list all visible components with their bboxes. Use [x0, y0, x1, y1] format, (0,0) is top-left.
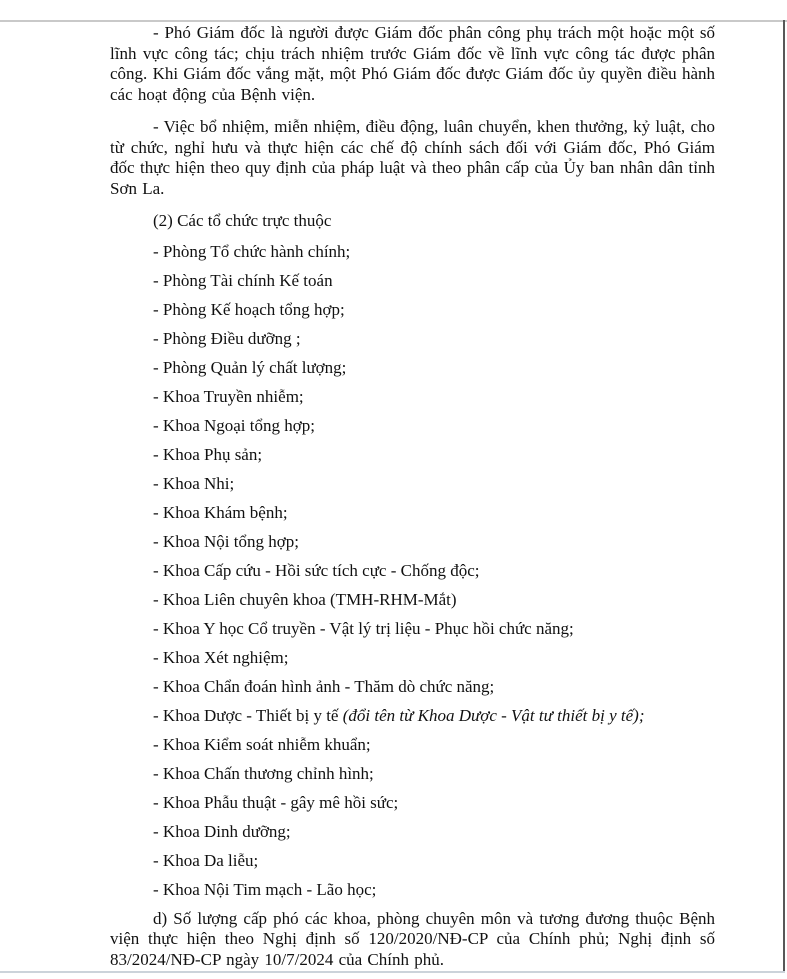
org-unit-item-phong-tai-chinh: - Phòng Tài chính Kế toán: [153, 270, 333, 290]
org-unit-item-khoa-noi-tim-mach: - Khoa Nội Tim mạch - Lão học;: [153, 879, 377, 899]
org-unit-item-khoa-da-lieu: - Khoa Da liễu;: [153, 850, 259, 870]
org-unit-khoa-duoc-rename-note: (đổi tên từ Khoa Dược - Vật tư thiết bị y tế);: [342, 705, 645, 725]
paragraph-deputy-count-regulation: d) Số lượng cấp phó các khoa, phòng chuyên môn và tương đương thuộc Bệnh viện thực hiện theo Nghị định số 120/2020/NĐ-CP của Chính phủ; Nghị định số 83/2024/NĐ-CP ngày 10/7/2024 của Chính phủ.: [110, 908, 715, 969]
org-unit-item-khoa-dinh-duong: - Khoa Dinh dưỡng;: [153, 821, 291, 841]
org-unit-item-khoa-xet-nghiem: - Khoa Xét nghiệm;: [153, 647, 289, 667]
org-unit-item-khoa-chan-doan-hinh-anh: - Khoa Chẩn đoán hình ảnh - Thăm dò chức năng;: [153, 676, 495, 696]
paragraph-appointment-policy: - Việc bổ nhiệm, miễn nhiệm, điều động, luân chuyển, khen thưởng, kỷ luật, cho từ chức, nghỉ hưu và thực hiện các chế độ chính sách đối với Giám đốc, Phó Giám đốc thực hiện theo quy định của pháp luật và theo phân cấp của Ủy ban nhân dân tỉnh Sơn La.: [110, 117, 715, 198]
org-unit-list: [110, 242, 715, 900]
section-heading-subordinate-units: (2) Các tổ chức trực thuộc: [153, 211, 332, 230]
org-unit-item-khoa-cap-cuu: - Khoa Cấp cứu - Hồi sức tích cực - Chống độc;: [153, 560, 480, 580]
org-unit-item-phong-to-chuc: - Phòng Tổ chức hành chính;: [153, 241, 351, 261]
org-unit-item-khoa-duoc: [153, 706, 715, 726]
org-unit-item-khoa-ngoai-tong-hop: - Khoa Ngoại tổng hợp;: [153, 415, 315, 435]
org-unit-item-khoa-truyen-nhiem: - Khoa Truyền nhiễm;: [153, 386, 304, 406]
org-unit-item-khoa-lien-chuyen-khoa: - Khoa Liên chuyên khoa (TMH-RHM-Mắt): [153, 589, 457, 609]
org-unit-item-khoa-nhi: - Khoa Nhi;: [153, 473, 235, 493]
org-unit-item-khoa-phu-san: - Khoa Phụ sản;: [153, 444, 263, 464]
org-unit-item-khoa-noi-tong-hop: - Khoa Nội tổng hợp;: [153, 531, 299, 551]
org-unit-item-khoa-y-hoc-co-truyen: - Khoa Y học Cổ truyền - Vật lý trị liệu - Phục hồi chức năng;: [153, 618, 574, 638]
org-unit-item-phong-dieu-duong: - Phòng Điều dưỡng ;: [153, 328, 301, 348]
page-bottom-border-line: [0, 971, 785, 973]
org-unit-item-khoa-kham-benh: - Khoa Khám bệnh;: [153, 502, 288, 522]
org-unit-item-phong-ke-hoach: - Phòng Kế hoạch tổng hợp;: [153, 299, 345, 319]
org-unit-item-khoa-phau-thuat: - Khoa Phẫu thuật - gây mê hồi sức;: [153, 792, 399, 812]
org-unit-item-phong-quan-ly-chat-luong: - Phòng Quản lý chất lượng;: [153, 357, 347, 377]
org-unit-khoa-duoc-label: - Khoa Dược - Thiết bị y tế: [153, 705, 343, 725]
org-unit-item-khoa-chan-thuong: - Khoa Chấn thương chỉnh hình;: [153, 763, 374, 783]
org-unit-item-khoa-kiem-soat-nhiem-khuan: - Khoa Kiểm soát nhiễm khuẩn;: [153, 734, 371, 754]
paragraph-deputy-director-duties: - Phó Giám đốc là người được Giám đốc phân công phụ trách một hoặc một số lĩnh vực công tác; chịu trách nhiệm trước Giám đốc về lĩnh vực công tác được phân công. Khi Giám đốc vắng mặt, một Phó Giám đốc được Giám đốc ủy quyền điều hành các hoạt động của Bệnh viện.: [110, 23, 715, 104]
